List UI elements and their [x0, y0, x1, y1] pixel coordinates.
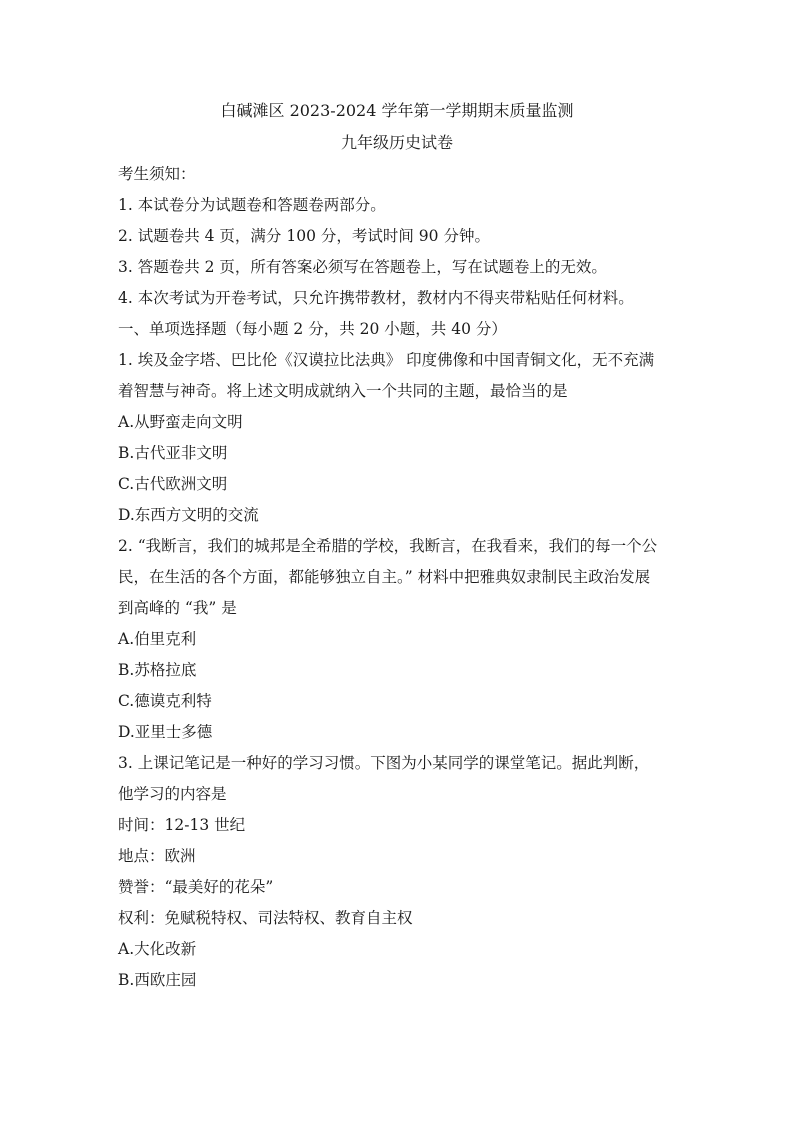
question-stem: 到高峰的 “我” 是 [118, 599, 237, 617]
notice-item: 2. 试题卷共 4 页，满分 100 分，考试时间 90 分钟。 [118, 227, 490, 245]
question-option: D.东西方文明的交流 [118, 506, 259, 524]
question-stem: 着智慧与神奇。将上述文明成就纳入一个共同的主题，最恰当的是 [118, 382, 568, 400]
notice-item: 4. 本次考试为开卷考试，只允许携带教材，教材内不得夹带粘贴任何材料。 [118, 289, 634, 307]
class-note-line: 时间：12-13 世纪 [118, 816, 246, 834]
question-option: C.德谟克利特 [118, 692, 212, 710]
question-stem: 2. “我断言，我们的城邦是全希腊的学校，我断言，在我看来，我们的每一个公 [118, 537, 658, 555]
question-option: A.从野蛮走向文明 [118, 413, 243, 431]
exam-title: 白碱滩区 2023-2024 学年第一学期期末质量监测 [220, 101, 574, 120]
question-option: B.苏格拉底 [118, 661, 197, 679]
question-option: B.西欧庄园 [118, 971, 197, 989]
question-stem: 1. 埃及金字塔、巴比伦《汉谟拉比法典》 印度佛像和中国青铜文化，无不充满 [118, 351, 655, 369]
question-option: B.古代亚非文明 [118, 444, 228, 462]
question-option: A.伯里克利 [118, 630, 197, 648]
question-option: C.古代欧洲文明 [118, 475, 228, 493]
question-stem: 他学习的内容是 [118, 785, 227, 803]
section-title: 一、单项选择题（每小题 2 分，共 20 小题，共 40 分） [118, 320, 507, 338]
question-option: A.大化改新 [118, 940, 197, 958]
notice-item: 1. 本试卷分为试题卷和答题卷两部分。 [118, 196, 386, 214]
question-stem: 民，在生活的各个方面，都能够独立自主。” 材料中把雅典奴隶制民主政治发展 [118, 568, 651, 586]
notice-heading: 考生须知： [118, 165, 196, 183]
exam-subtitle: 九年级历史试卷 [340, 133, 453, 152]
notice-item: 3. 答题卷共 2 页，所有答案必须写在答题卷上，写在试题卷上的无效。 [118, 258, 607, 276]
class-note-line: 地点：欧洲 [118, 847, 196, 865]
class-note-line: 赞誉：“最美好的花朵” [118, 878, 274, 896]
question-option: D.亚里士多德 [118, 723, 213, 741]
question-stem: 3. 上课记笔记是一种好的学习习惯。下图为小某同学的课堂笔记。据此判断， [118, 754, 650, 772]
class-note-line: 权利：免赋税特权、司法特权、教育自主权 [118, 909, 413, 927]
